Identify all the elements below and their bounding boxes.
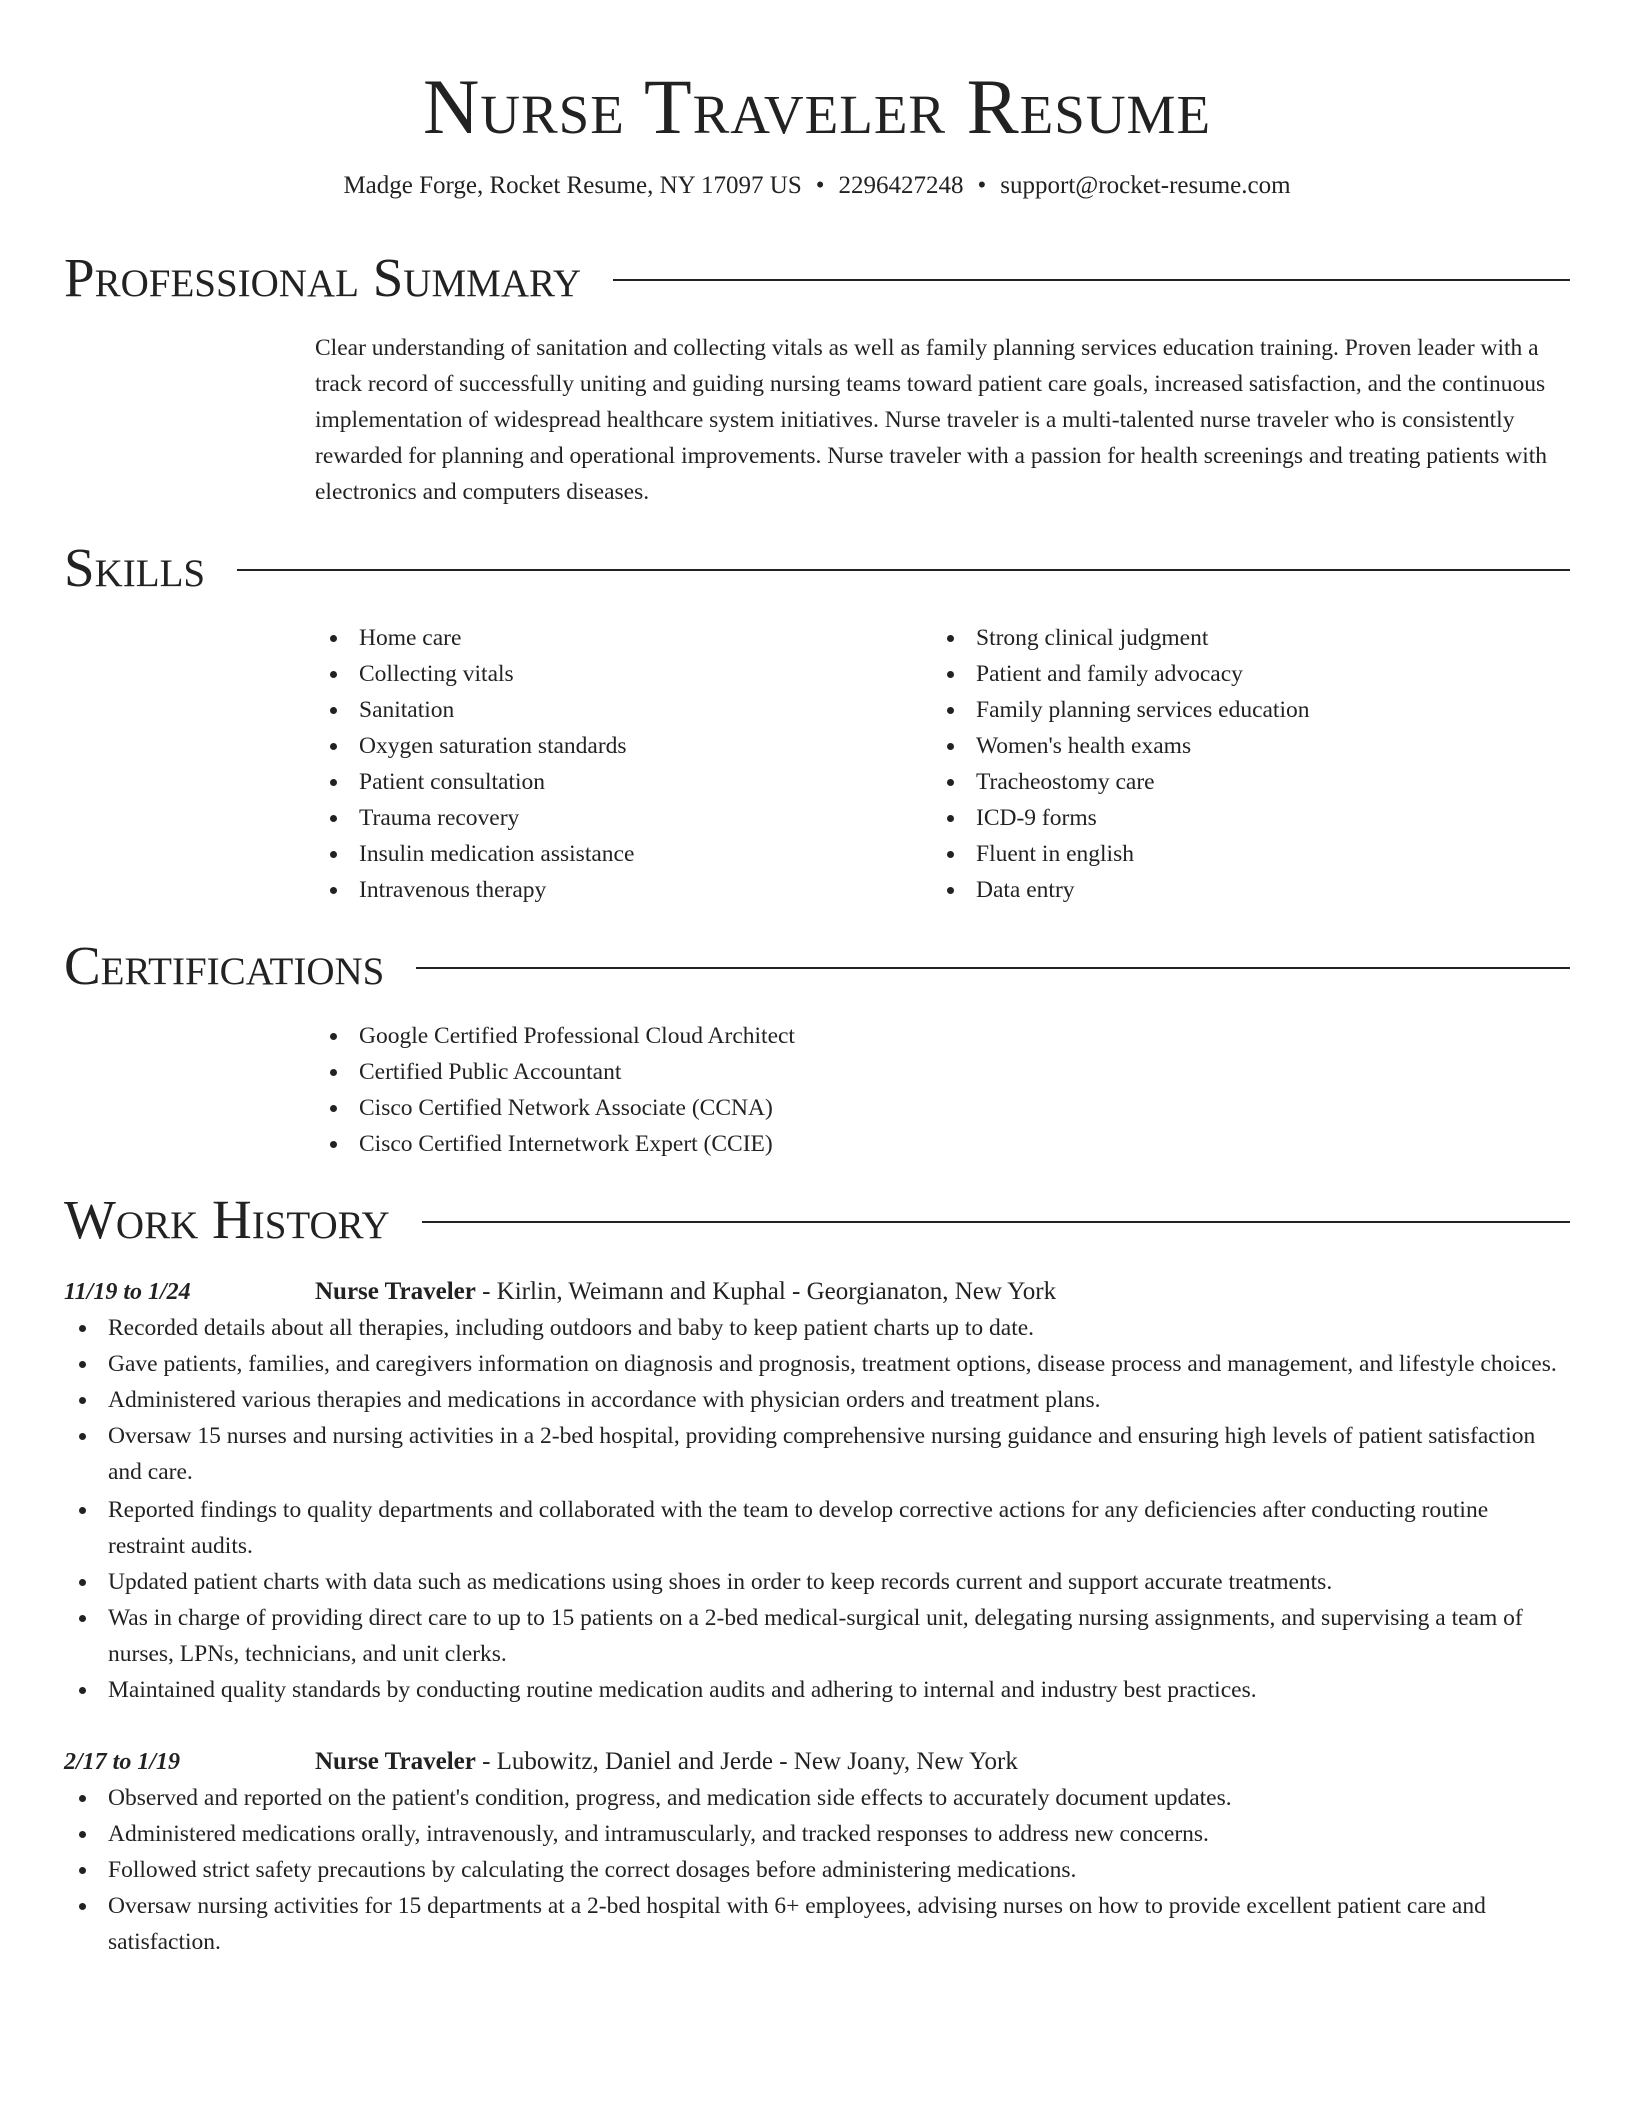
skill-item: Strong clinical judgment	[932, 620, 1549, 656]
skill-item: Trauma recovery	[315, 800, 932, 836]
skill-item: Collecting vitals	[315, 656, 932, 692]
skills-list-left	[315, 620, 932, 908]
skill-item: ICD-9 forms	[932, 800, 1549, 836]
skill-item: Women's health exams	[932, 728, 1549, 764]
summary-text: Clear understanding of sanitation and collecting vitals as well as family planning services education training. Proven leader with a track record of successfully uniting and guiding nursing teams toward patient care goals, increased satisfaction, and the continuous implementation of widespread healthcare system initiatives. Nurse traveler is a multi-talented nurse traveler who is consistently rewarded for planning and operational improvements. Nurse traveler with a passion for health screenings and treating patients with electronics and computers diseases.	[315, 335, 1548, 505]
job-company: - Kirlin, Weimann and Kuphal - Georgianaton, New York	[475, 1278, 1057, 1305]
skills-section-header	[64, 536, 1570, 600]
skill-item: Patient and family advocacy	[932, 656, 1549, 692]
skills-section-title: Skills	[64, 537, 206, 598]
summary-section-title: Professional Summary	[64, 247, 582, 308]
certification-item: Google Certified Professional Cloud Architect	[315, 1018, 1570, 1054]
contact-phone: 2296427248	[838, 172, 964, 199]
skill-item: Fluent in english	[932, 836, 1549, 872]
skill-item: Data entry	[932, 872, 1549, 908]
certifications-list-container	[315, 1018, 1570, 1162]
skill-item: Sanitation	[315, 692, 932, 728]
certification-item: Cisco Certified Internetwork Expert (CCIE)	[315, 1126, 1570, 1162]
skill-item: Oxygen saturation standards	[315, 728, 932, 764]
skills-column-right	[932, 620, 1549, 908]
section-divider	[422, 1221, 1570, 1223]
job-heading	[315, 1744, 1570, 1780]
job-entry	[64, 1274, 1570, 1708]
job-bullet: Gave patients, families, and caregivers information on diagnosis and prognosis, treatment options, disease process and management, and lifestyle choices.	[64, 1346, 1570, 1382]
section-divider	[416, 967, 1570, 969]
contact-line	[64, 170, 1570, 202]
certifications-section-title: Certifications	[64, 935, 385, 996]
job-bullet-list	[64, 1780, 1570, 1960]
contact-separator: •	[977, 172, 987, 199]
job-bullet: Followed strict safety precautions by calculating the correct dosages before administering medications.	[64, 1852, 1570, 1888]
summary-section-header	[64, 246, 1570, 310]
skill-item: Family planning services education	[932, 692, 1549, 728]
certification-item: Certified Public Accountant	[315, 1054, 1570, 1090]
contact-address: Madge Forge, Rocket Resume, NY 17097 US	[343, 172, 802, 199]
skill-item: Intravenous therapy	[315, 872, 932, 908]
job-entry	[64, 1744, 1570, 1960]
resume-page	[64, 0, 1570, 1960]
job-title: Nurse Traveler	[315, 1278, 476, 1305]
work-history-section-title: Work History	[64, 1189, 390, 1250]
job-bullet: Recorded details about all therapies, including outdoors and baby to keep patient charts up to date.	[64, 1310, 1570, 1346]
skills-column-left	[315, 620, 932, 908]
skill-item: Home care	[315, 620, 932, 656]
job-title: Nurse Traveler	[315, 1748, 476, 1775]
certifications-section-header	[64, 934, 1570, 998]
skills-grid	[315, 620, 1570, 908]
skill-item: Tracheostomy care	[932, 764, 1549, 800]
job-bullet-list	[64, 1310, 1570, 1708]
skill-item: Insulin medication assistance	[315, 836, 932, 872]
job-bullet: Oversaw nursing activities for 15 departments at a 2-bed hospital with 6+ employees, advising nurses on how to provide excellent patient care and satisfaction.	[64, 1888, 1570, 1960]
job-dates: 11/19 to 1/24	[64, 1279, 191, 1305]
contact-email[interactable]: support@rocket-resume.com	[1000, 172, 1291, 199]
job-bullet: Administered various therapies and medications in accordance with physician orders and treatment plans.	[64, 1382, 1570, 1418]
job-bullet: Oversaw 15 nurses and nursing activities in a 2-bed hospital, providing comprehensive nursing guidance and ensuring high levels of patient satisfaction and care.	[64, 1418, 1570, 1490]
contact-separator: •	[815, 172, 825, 199]
skills-list-right	[932, 620, 1549, 908]
job-bullet: Was in charge of providing direct care to up to 15 patients on a 2-bed medical-surgical unit, delegating nursing assignments, and supervising a team of nurses, LPNs, technicians, and unit clerks.	[64, 1600, 1570, 1672]
job-heading	[315, 1274, 1570, 1310]
job-bullet: Updated patient charts with data such as medications using shoes in order to keep records current and support accurate treatments.	[64, 1564, 1570, 1600]
job-bullet: Maintained quality standards by conducting routine medication audits and adhering to internal and industry best practices.	[64, 1672, 1570, 1708]
section-divider	[613, 279, 1570, 281]
section-divider	[237, 569, 1570, 571]
job-bullet: Reported findings to quality departments and collaborated with the team to develop corrective actions for any deficiencies after conducting routine restraint audits.	[64, 1492, 1570, 1564]
job-dates: 2/17 to 1/19	[64, 1749, 181, 1775]
job-company: - Lubowitz, Daniel and Jerde - New Joany, New York	[475, 1748, 1018, 1775]
resume-title: Nurse Traveler Resume	[422, 63, 1212, 150]
job-bullet: Administered medications orally, intravenously, and intramuscularly, and tracked responses to address new concerns.	[64, 1816, 1570, 1852]
skill-item: Patient consultation	[315, 764, 932, 800]
certifications-list	[315, 1018, 1570, 1162]
certification-item: Cisco Certified Network Associate (CCNA)	[315, 1090, 1570, 1126]
job-bullet: Observed and reported on the patient's condition, progress, and medication side effects to accurately document updates.	[64, 1780, 1570, 1816]
work-history-section-header	[64, 1188, 1570, 1252]
